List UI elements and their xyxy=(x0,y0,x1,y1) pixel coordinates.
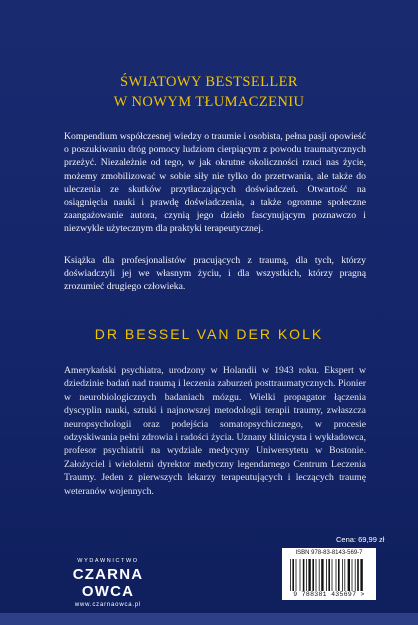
barcode-bar xyxy=(292,559,294,591)
cover-bottom-edge xyxy=(0,613,418,625)
barcode-bar xyxy=(338,559,340,591)
barcode-bar xyxy=(319,559,320,591)
barcode-bar xyxy=(348,559,350,591)
barcode-bar xyxy=(344,559,345,591)
barcode-bar xyxy=(355,559,356,591)
barcode-bar xyxy=(326,559,327,591)
publisher-label: WYDAWNICTWO xyxy=(77,558,139,564)
barcode-bar xyxy=(306,559,307,591)
barcode-bar xyxy=(352,559,353,591)
barcode-bar xyxy=(357,559,359,591)
barcode-bar xyxy=(328,559,330,591)
barcode-bar xyxy=(321,559,323,591)
barcode-bar xyxy=(336,559,337,591)
ean-digits: 9 788381 435697 > xyxy=(293,591,365,598)
publisher-website: www.czarnaowca.pl xyxy=(74,602,142,608)
headline-line-2: W NOWYM TŁUMACZENIU xyxy=(113,94,305,110)
description-paragraph-1: Kompendium współczesnej wiedzy o traumie i osobista, pełna pasji opowieść o poszukiwaniu dróg pomocy ludziom cierpiącym z powodu traumatycznych przeżyć. Niezależnie od tego, w jak okrutne okoliczności rzuci nas życie, możemy zmobilizować w sobie siły nie tylko do przetrwania, ale także do uleczenia ze skutków przytłaczających doświadczeń. Otwartość na osiągnięcia nauki i prawdę doświadczenia, a także ogromne społeczne zaangażowanie autora, czynią jego dzieło fascynującym poznawczo i niezwykle użytecznym dla praktyki terapeutycznej. xyxy=(64,131,366,235)
description-paragraph-2: Książka dla profesjonalistów pracujących z traumą, dla tych, którzy doświadczyli jej we własnym życiu, i dla wszystkich, którzy pragną zrozumieć drugiego człowieka. xyxy=(64,255,366,293)
barcode-box xyxy=(282,548,376,600)
author-name: DR BESSEL VAN DER KOLK xyxy=(94,326,324,342)
barcode-bar xyxy=(342,559,343,591)
price-label: Cena: 69,99 zł xyxy=(336,535,385,544)
barcode-bar xyxy=(296,559,297,591)
barcode-bar xyxy=(312,559,314,591)
publisher-logo xyxy=(48,558,168,608)
barcode-bar xyxy=(300,559,301,591)
isbn-number: ISBN 978-83-8143-569-7 xyxy=(295,550,363,556)
barcode-bar xyxy=(290,559,291,591)
author-bio: Amerykański psychiatra, urodzony w Holandii w 1943 roku. Ekspert w dziedzinie badań nad traumą i leczenia zaburzeń posttraumatycznych. Pionier w neurobiologicznych badaniach mózgu. Wielki propagator łączenia dyscyplin nauki, sztuki i najnowszej metodologii terapii traumy, zwłaszcza neuropsychologii oraz podejścia somatopsychicznego, w procesie odzyskiwania pełni zdrowia i radości życia. Uznany klinicysta i wykładowca, profesor psychiatrii na wydziale medycyny Uniwersytetu w Bostonie. Założyciel i wieloletni dyrektor medyczny legendarnego Centrum Leczenia Traumy. Jeden z pierwszych lekarzy terapeutujących i leczących traumę weteranów wojennych. xyxy=(64,365,366,497)
headline-line-1: ŚWIATOWY BESTSELLER xyxy=(120,74,298,90)
barcode-bar xyxy=(303,559,305,591)
barcode-bar xyxy=(308,559,310,591)
barcode-bar xyxy=(332,559,333,591)
barcode-bar xyxy=(360,559,362,591)
publisher-name: CZARNA OWCA xyxy=(72,566,144,600)
barcode-icon xyxy=(290,559,370,591)
headline xyxy=(0,72,418,112)
barcode-bar xyxy=(316,559,317,591)
